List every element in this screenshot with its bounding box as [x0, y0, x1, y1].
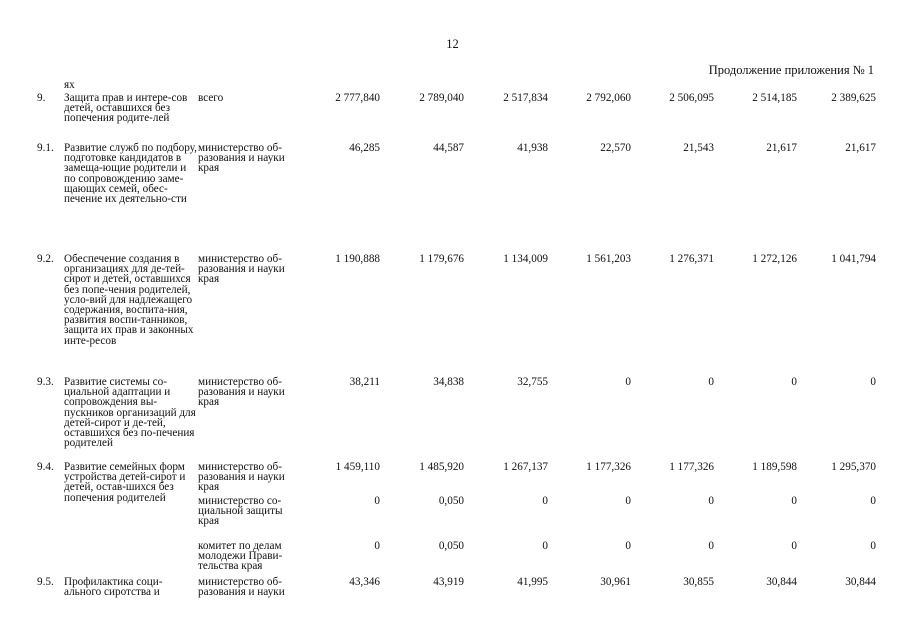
value-cell: 1 459,110	[335, 461, 380, 473]
value-cell: 0,050	[438, 540, 464, 552]
value-cell: 0	[625, 495, 631, 507]
row-number: 9.5.	[37, 576, 54, 588]
value-cell: 1 267,137	[503, 461, 548, 473]
value-cell: 1 272,126	[752, 253, 797, 265]
value-cell: 0	[870, 495, 876, 507]
value-cell: 0	[791, 495, 797, 507]
value-cell: 0	[708, 540, 714, 552]
value-cell: 41,995	[517, 576, 548, 588]
value-cell: 1 561,203	[586, 253, 631, 265]
row-agency: министерство со-циальной защиты края	[198, 495, 283, 528]
row-agency: всего	[198, 92, 224, 104]
value-cell: 0	[708, 495, 714, 507]
value-cell: 43,919	[433, 576, 464, 588]
value-cell: 34,838	[433, 376, 464, 388]
value-cell: 21,617	[766, 142, 797, 154]
value-cell: 2 514,185	[752, 92, 797, 104]
row-number: 9.4.	[37, 461, 54, 473]
value-cell: 1 179,676	[419, 253, 464, 265]
value-cell: 43,346	[349, 576, 380, 588]
row-name: Обеспечение создания в организациях для де-тей-сирот и детей, оставшихся без попе-чения родителей, усло-вий для надлежащего содержания, воспита-ния, развития воспи-танников, защита их прав и законных инте-ресов	[64, 253, 194, 347]
row-agency: министерство об-разования и науки	[198, 576, 285, 599]
value-cell: 1 276,371	[669, 253, 714, 265]
value-cell: 0,050	[438, 495, 464, 507]
value-cell: 1 134,009	[503, 253, 548, 265]
row-agency: министерство об-разования и науки края	[198, 142, 285, 175]
value-cell: 0	[870, 376, 876, 388]
value-cell: 1 190,888	[335, 253, 380, 265]
value-cell: 32,755	[517, 376, 548, 388]
row-name: Защита прав и интере-сов детей, оставшихся без попечения родите-лей	[64, 92, 188, 125]
value-cell: 0	[791, 540, 797, 552]
value-cell: 38,211	[349, 376, 380, 388]
value-cell: 30,844	[845, 576, 876, 588]
row-name: Развитие семейных форм устройства детей-сирот и детей, остав-шихся без попечения родителей	[64, 461, 186, 504]
row-number: 9.3.	[37, 376, 54, 388]
row-agency: министерство об-разования и науки края	[198, 253, 285, 286]
page-number: 12	[446, 37, 459, 51]
table-row	[33, 377, 876, 462]
value-cell: 0	[625, 376, 631, 388]
carry-text: ях	[64, 79, 75, 91]
table-row	[33, 254, 876, 377]
value-cell: 0	[374, 540, 380, 552]
value-cell: 41,938	[517, 142, 548, 154]
row-number: 9.1.	[37, 142, 54, 154]
value-cell: 2 506,095	[669, 92, 714, 104]
row-name: Развитие системы со-циальной адаптации и сопровождения вы-пускников организаций для детей-сирот и де-тей, оставшихся без по-печения родителей	[64, 376, 196, 450]
table-row	[33, 93, 876, 143]
value-cell: 30,855	[683, 576, 714, 588]
value-cell: 21,543	[683, 142, 714, 154]
value-cell: 0	[374, 495, 380, 507]
value-cell: 46,285	[349, 142, 380, 154]
value-cell: 1 485,920	[419, 461, 464, 473]
value-cell: 1 295,370	[831, 461, 876, 473]
value-cell: 44,587	[433, 142, 464, 154]
row-agency: министерство об-разования и науки края	[198, 461, 285, 494]
table-row	[33, 577, 876, 601]
row-number: 9.2.	[37, 253, 54, 265]
value-cell: 22,570	[600, 142, 631, 154]
program-table	[33, 80, 876, 601]
value-cell: 30,844	[766, 576, 797, 588]
value-cell: 1 189,598	[752, 461, 797, 473]
value-cell: 1 041,794	[831, 253, 876, 265]
value-cell: 0	[625, 540, 631, 552]
value-cell: 2 777,840	[335, 92, 380, 104]
value-cell: 0	[542, 540, 548, 552]
value-cell: 1 177,326	[669, 461, 714, 473]
row-number: 9.	[37, 92, 46, 104]
value-cell: 2 389,625	[831, 92, 876, 104]
value-cell: 2 517,834	[503, 92, 548, 104]
value-cell: 2 792,060	[586, 92, 631, 104]
value-cell: 30,961	[600, 576, 631, 588]
value-cell: 1 177,326	[586, 461, 631, 473]
table-row	[33, 462, 876, 496]
row-name: Развитие служб по подбору, подготовке кандидатов в замеща-ющие родители и по сопровождению заме-щающих семей, обес-печение их деятельно-сти	[64, 142, 197, 206]
value-cell: 0	[708, 376, 714, 388]
row-agency: министерство об-разования и науки края	[198, 376, 285, 409]
row-agency: комитет по делам молодежи Прави-тельства края	[198, 540, 283, 573]
value-cell: 0	[870, 540, 876, 552]
value-cell: 21,617	[845, 142, 876, 154]
value-cell: 0	[791, 376, 797, 388]
row-name: Профилактика соци-ального сиротства и	[64, 576, 163, 599]
continuation-label: Продолжение приложения № 1	[708, 63, 874, 77]
table-row	[33, 143, 876, 254]
value-cell: 2 789,040	[419, 92, 464, 104]
value-cell: 0	[542, 495, 548, 507]
